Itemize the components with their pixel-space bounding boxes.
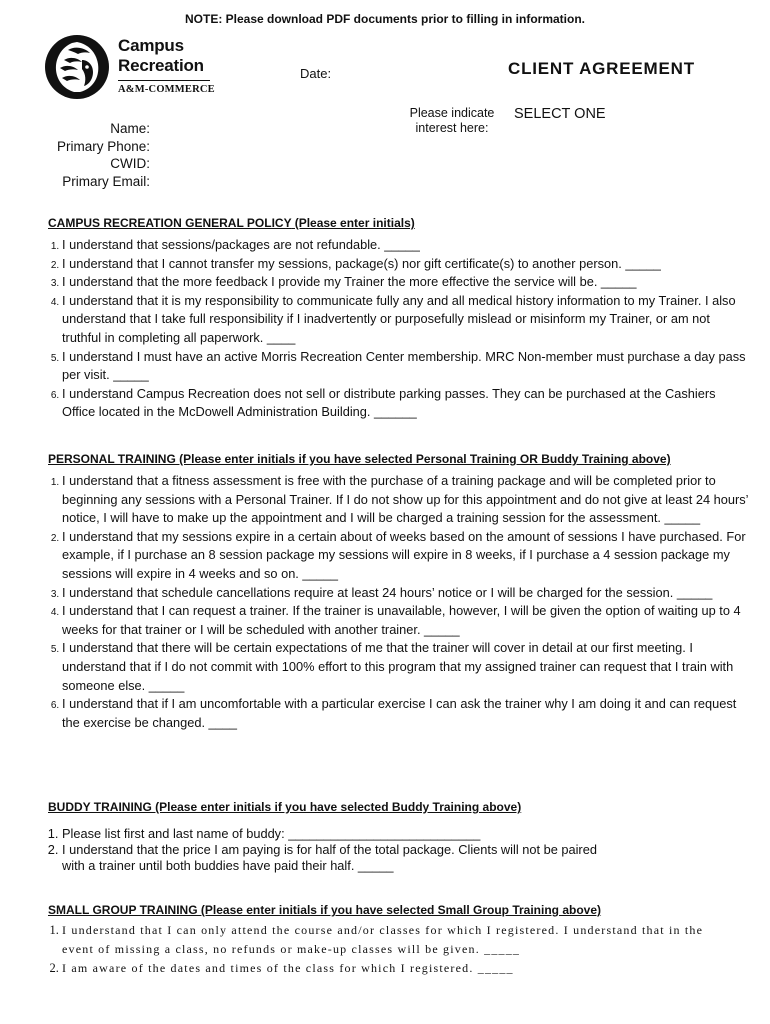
general-policy-heading-text: CAMPUS RECREATION GENERAL POLICY (48, 216, 292, 230)
interest-label-line2: interest here: (415, 121, 489, 135)
interest-select[interactable]: SELECT ONE (514, 106, 606, 122)
download-note: NOTE: Please download PDF documents prior to filling in information. (184, 12, 585, 26)
buddy-training-heading: BUDDY TRAINING (Please enter initials if you have selected Buddy Training above) (48, 800, 522, 814)
buddy-training-list (36, 826, 622, 874)
lion-head-icon (44, 34, 110, 105)
general-policy-heading (48, 216, 415, 230)
interest-label-line1: Please indicate (409, 106, 495, 120)
general-policy-heading-suffix: (Please enter initials) (291, 216, 415, 230)
phone-label: Primary Phone: (56, 138, 150, 154)
campus-recreation-logo (118, 36, 215, 95)
logo-divider (118, 80, 210, 81)
list-item: 5. I understand that there will be certain expectations of me that the trainer will cover in detail at our first meeting. I understand that if I do not commit with 100% effort to this program that my assigned trainer can request that I train with someone else. _____ (62, 639, 752, 695)
name-label: Name: (110, 121, 150, 136)
list-item: 4. I understand that I can request a trainer. If the trainer is unavailable, however, I will be given the option of waiting up to 4 weeks for that trainer or I will be scheduled with another trainer. _____ (62, 602, 752, 639)
list-item: 2. I am aware of the dates and times of the class for which I registered. _____ (62, 959, 722, 978)
list-item: 1. Please list first and last name of buddy: ___________________________ (62, 826, 622, 842)
personal-training-heading: PERSONAL TRAINING (Please enter initials if you have selected Personal Training OR Buddy Training above) (48, 452, 671, 466)
personal-training-list (36, 472, 752, 732)
small-group-list (36, 921, 722, 978)
list-item: 2. I understand that my sessions expire in a certain about of weeks based on the amount of sessions I have purchased. For example, if I purchase an 8 session package my sessions will expire in 8 weeks, if I purchase a 4 session package my sessions will expire in 4 weeks and so on. _____ (62, 528, 752, 584)
email-label: Primary Email: (62, 173, 150, 189)
logo-line2: Recreation (118, 56, 204, 75)
list-item: 3. I understand that schedule cancellations require at least 24 hours’ notice or I will be charged for the session. _____ (62, 584, 752, 603)
list-item: 2. I understand that the price I am paying is for half of the total package. Clients will not be paired with a trainer until both buddies have paid their half. _____ (62, 842, 622, 874)
date-label: Date: (300, 66, 332, 81)
interest-label (400, 106, 504, 136)
cwid-label: CWID: (110, 156, 150, 171)
list-item: 1. I understand that a fitness assessment is free with the purchase of a training package and will be completed prior to beginning any sessions with a Personal Trainer. If I do not show up for this appointment and do not give at least 24 hours’ notice, I will have to make up the appointment and I will be charged a training session for the assessment. _____ (62, 472, 752, 528)
list-item: 1. I understand that I can only attend the course and/or classes for which I registered. I understand that in the event of missing a class, no refunds or make-up classes will be given. _____ (62, 921, 722, 959)
list-item: 1. I understand that sessions/packages are not refundable. _____ (62, 236, 752, 255)
list-item: 6. I understand Campus Recreation does not sell or distribute parking passes. They can be purchased at the Cashiers Office located in the McDowell Administration Building. ______ (62, 385, 752, 422)
page-title: CLIENT AGREEMENT (508, 59, 695, 78)
list-item: 2. I understand that I cannot transfer my sessions, package(s) nor gift certificate(s) to another person. _____ (62, 255, 752, 274)
list-item: 6. I understand that if I am uncomfortable with a particular exercise I can ask the trainer why I am doing it and can request the exercise be changed. ____ (62, 695, 752, 732)
list-item: 4. I understand that it is my responsibility to communicate fully any and all medical history information to my Trainer. I also understand that I take full responsibility if I inadvertently or purposefully mislead or misinform my Trainer, or am not truthful in completing all paperwork. ____ (62, 292, 752, 348)
logo-subtitle: A&M-COMMERCE (118, 84, 215, 95)
logo-line1: Campus (118, 36, 184, 55)
list-item: 5. I understand I must have an active Morris Recreation Center membership. MRC Non-member must purchase a day pass per visit. _____ (62, 348, 752, 385)
small-group-heading: SMALL GROUP TRAINING (Please enter initials if you have selected Small Group Training above) (48, 903, 602, 917)
list-item: 3. I understand that the more feedback I provide my Trainer the more effective the service will be. _____ (62, 273, 752, 292)
client-fields (40, 120, 150, 190)
general-policy-list (36, 236, 752, 422)
